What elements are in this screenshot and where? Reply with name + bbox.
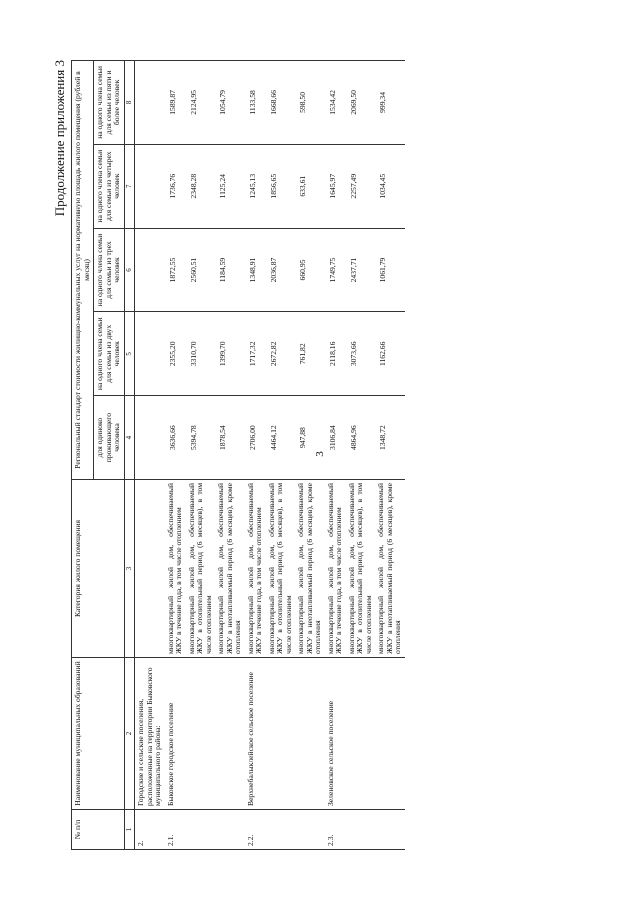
header-category: Категория жилого помещения <box>72 480 125 658</box>
cost-value: 598,50 <box>295 61 325 145</box>
cost-value: 1054,79 <box>215 61 245 145</box>
cost-value: 2706,00 <box>245 396 266 480</box>
table-row <box>165 61 186 850</box>
tariff-table <box>71 60 405 850</box>
cost-value: 4864,96 <box>346 396 376 480</box>
cost-value: 660,95 <box>295 228 325 312</box>
row-number: 2.3. <box>325 810 405 850</box>
cost-value: 2672,82 <box>266 312 296 396</box>
rotated-content <box>52 60 405 850</box>
cost-value: 1348,72 <box>375 396 405 480</box>
cost-value: 1184,59 <box>215 228 245 312</box>
col-number: 2 <box>124 658 135 810</box>
header-municipality: Наименование муниципальных образований <box>72 658 125 810</box>
header-row <box>72 61 94 850</box>
municipality-name: Быковское городское поселение <box>165 658 245 810</box>
table-row <box>245 61 266 850</box>
cost-value: 1736,76 <box>165 144 186 228</box>
cost-value: 1872,55 <box>165 228 186 312</box>
col-number: 4 <box>124 396 135 480</box>
cost-value: 2257,49 <box>346 144 376 228</box>
header-single: для одиноко проживающего человека <box>94 396 125 480</box>
cost-value: 4464,12 <box>266 396 296 480</box>
cost-value: 633,61 <box>295 144 325 228</box>
cost-value: 1878,54 <box>215 396 245 480</box>
cost-value: 1589,87 <box>165 61 186 145</box>
header-number: № п/п <box>72 810 125 850</box>
column-number-row <box>124 61 135 850</box>
cost-value: 2355,20 <box>165 312 186 396</box>
municipality-name: Верхнебалыклейское сельское поселение <box>245 658 325 810</box>
table-row <box>325 61 346 850</box>
cost-value: 3636,66 <box>165 396 186 480</box>
housing-category: многоквартирный жилой дом, обеспечиваемый ЖКУ в отопительный период (6 месяцев), в том числе отоплением <box>346 480 376 658</box>
cost-value: 3106,84 <box>325 396 346 480</box>
housing-category: многоквартирный жилой дом, обеспечиваемый ЖКУ в течение года, в том числе отоплением <box>325 480 346 658</box>
section-row <box>135 61 165 850</box>
cost-value: 999,34 <box>375 61 405 145</box>
cost-value: 2069,50 <box>346 61 376 145</box>
header-five-plus: на одного члена семьи для семьи из пяти и более человек <box>94 61 125 145</box>
row-number: 2.1. <box>165 810 245 850</box>
cost-value: 761,82 <box>295 312 325 396</box>
cost-value: 1856,65 <box>266 144 296 228</box>
col-number: 3 <box>124 480 135 658</box>
housing-category: многоквартирный жилой дом, обеспечиваемый ЖКУ в отопительный период (6 месяцев), в том числе отоплением <box>186 480 216 658</box>
cost-value: 2118,16 <box>325 312 346 396</box>
cost-value: 2036,87 <box>266 228 296 312</box>
section-name: Городские и сельские поселения, расположенные на территории Быковского муниципального района: <box>135 658 165 810</box>
cost-value: 1668,66 <box>266 61 296 145</box>
row-number: 2.2. <box>245 810 325 850</box>
housing-category: многоквартирный жилой дом, обеспечиваемый ЖКУ в отопительный период (6 месяцев), в том числе отоплением <box>266 480 296 658</box>
cost-value: 1125,24 <box>215 144 245 228</box>
cost-value: 947,88 <box>295 396 325 480</box>
cost-value: 1645,97 <box>325 144 346 228</box>
page-number: 3 <box>314 451 326 457</box>
col-number: 7 <box>124 144 135 228</box>
cost-value: 1749,75 <box>325 228 346 312</box>
housing-category: многоквартирный жилой дом, обеспечиваемый ЖКУ в неотапливаемый период (6 месяцев), кроме отопления <box>375 480 405 658</box>
cost-value: 2560,51 <box>186 228 216 312</box>
header-two: на одного члена семьи для семьи из двух человек <box>94 312 125 396</box>
housing-category: многоквартирный жилой дом, обеспечиваемый ЖКУ в неотапливаемый период (6 месяцев), кроме отопления <box>215 480 245 658</box>
cost-value: 1717,32 <box>245 312 266 396</box>
cost-value: 1061,79 <box>375 228 405 312</box>
col-number: 5 <box>124 312 135 396</box>
cost-value: 5394,78 <box>186 396 216 480</box>
col-number: 8 <box>124 61 135 145</box>
cost-value: 3073,66 <box>346 312 376 396</box>
cost-value: 1133,58 <box>245 61 266 145</box>
header-standard: Региональный стандарт стоимости жилищно-коммунальных услуг на нормативную площадь жилого помещения (рублей в месяц) <box>72 61 94 480</box>
cost-value: 1034,45 <box>375 144 405 228</box>
appendix-title: Продолжение приложения 3 <box>52 60 67 217</box>
cost-value: 1399,70 <box>215 312 245 396</box>
housing-category: многоквартирный жилой дом, обеспечиваемый ЖКУ в течение года, в том числе отоплением <box>165 480 186 658</box>
cost-value: 1162,66 <box>375 312 405 396</box>
housing-category: многоквартирный жилой дом, обеспечиваемый ЖКУ в неотапливаемый период (6 месяцев), кроме отопления <box>295 480 325 658</box>
cost-value: 2348,28 <box>186 144 216 228</box>
housing-category: многоквартирный жилой дом, обеспечиваемый ЖКУ в течение года, в том числе отоплением <box>245 480 266 658</box>
cost-value: 1534,42 <box>325 61 346 145</box>
cost-value: 3310,70 <box>186 312 216 396</box>
section-number: 2. <box>135 810 165 850</box>
cost-value: 1348,91 <box>245 228 266 312</box>
header-four: на одного члена семьи для семьи из четырех человек <box>94 144 125 228</box>
cost-value: 2437,71 <box>346 228 376 312</box>
cost-value: 1245,13 <box>245 144 266 228</box>
col-number: 6 <box>124 228 135 312</box>
municipality-name: Зеленовское сельское поселение <box>325 658 405 810</box>
cost-value: 2124,95 <box>186 61 216 145</box>
header-three: на одного члена семьи для семьи из трех человек <box>94 228 125 312</box>
col-number: 1 <box>124 810 135 850</box>
